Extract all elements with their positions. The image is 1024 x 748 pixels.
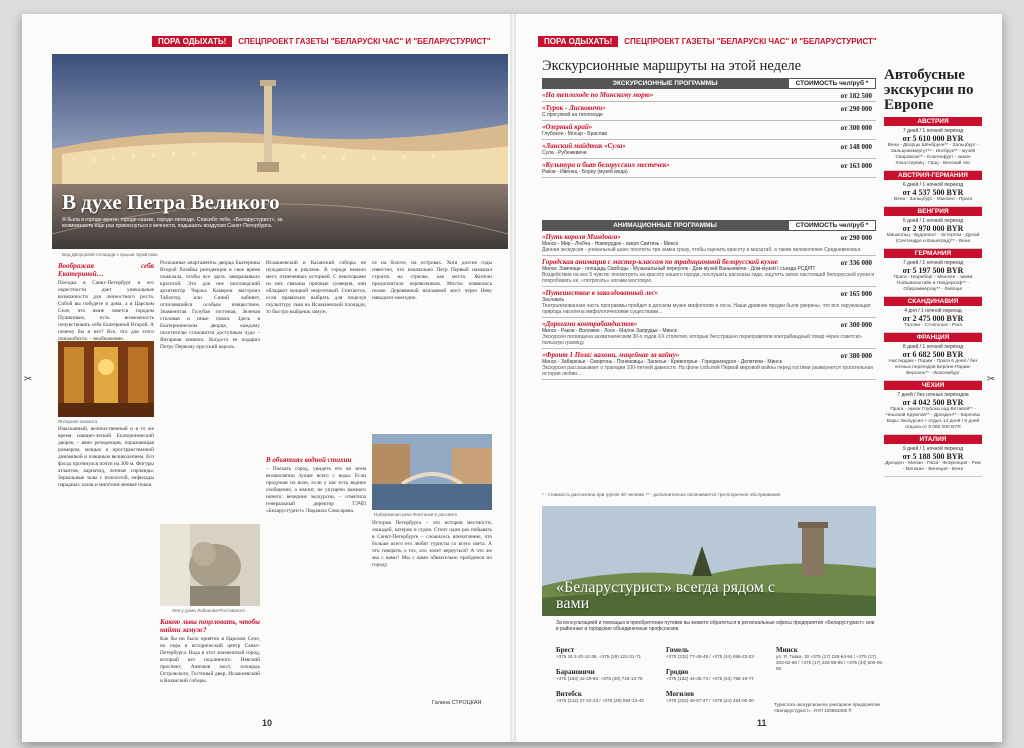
excursion-route: Сула - Рубежевичи	[542, 150, 587, 156]
animation-name: «Путешествие в заколдованный лес»	[542, 289, 659, 297]
animation-description: Экскурсия посвящена захватническим 30-х годов XX столетия, которые бесстрашно переправляли контрабандный товар через советско-польскую границу.	[542, 334, 863, 346]
tour-route: Прага - Нюрнберг - Мюнхен - замки Нойшванштайн и Линдерхоф** - Обераммергау** - Лейпциг	[893, 275, 973, 292]
tour-price: от 4 042 500 BYR	[902, 398, 964, 407]
office-phones: +375 16 2-20-12-38, +375 (29) 222-31-71	[556, 654, 642, 659]
animation-price: от 336 000	[840, 259, 872, 267]
animation-route: Заславль	[542, 297, 565, 303]
country-block	[884, 216, 982, 249]
animation-row	[542, 349, 876, 380]
office-contact	[556, 668, 666, 682]
article-column-2: Роскошные апартаменты дворца Екатерины Второй Хозяйка резиденции в свое время пожелала, чтобы все здесь завораживало красотой. Это для нее шотландский архитектор Чарльз Камерон выстроил Таблетку, или Синий кабинет, отличавшийся особым изяществом. Знаменитая Голубая гостиная, Зеленая столовая и иные покои. Здесь в Екатерининском дворце, каждому посетителю становится доступным чудо – Янтарная комната. Когда-то ее подарил Петру Первому прусский король.	[160, 260, 260, 350]
animation-description: Воздействие на все 5 чувств: посмотреть на красоту нашего города, послушать рассказы гида, ощутить запах настоящей белорусской кухни и попробовать ее, «потрогать» ногами мостовую.	[542, 272, 875, 284]
tour-route: Таллин - Стокгольм - Рига	[903, 323, 963, 328]
office-contact	[666, 690, 776, 704]
animation-price: от 300 000	[840, 321, 872, 329]
tour-price: от 5 610 000 BYR	[902, 134, 964, 143]
tour-duration: 5 дней / 1 ночной переезд	[902, 218, 964, 224]
header-title: СПЕЦПРОЕКТ ГАЗЕТЫ "БЕЛАРУСКІ ЧАС" И "БЕЛАРУСТУРИСТ"	[624, 36, 877, 46]
excursion-name: «Культура и быт белорусских местечек»	[542, 161, 670, 169]
office-phones: +375 (152) 44-35-73 / +375 (44) 768-19-77	[666, 676, 754, 681]
article-column-1	[58, 260, 154, 340]
excursions-rows	[542, 89, 876, 178]
office-phones: +375 (212) 27-22-23 / +375 (29) 594-13-42	[556, 698, 644, 703]
page-number-right: 11	[757, 718, 767, 728]
tour-price: от 5 197 500 BYR	[902, 266, 964, 275]
excursion-price: от 163 000	[840, 162, 872, 170]
country-block	[884, 306, 982, 333]
right-page	[512, 14, 1002, 742]
animation-price: от 290 000	[840, 234, 872, 242]
office-contact	[666, 668, 776, 682]
operator-info: Туристско-экскурсионное унитарное предприятие «Беларустурист». УНП 100863405 ®	[774, 702, 881, 713]
animation-description: Данная экскурсия - уникальный шанс посетить три замка сразу, чтобы оценить красоту и масштаб, а также великолепие Средневековья.	[542, 247, 862, 253]
price-footnote: * - стоимость рассчитана при группе 40 человек ** - дополнительно оплачивается три-вторичное обслуживание	[542, 492, 781, 497]
excursion-route: Глубокое - Мосар - Браслав	[542, 131, 607, 137]
newspaper-spread	[22, 14, 1002, 742]
tour-duration: 8 дней / 1 ночной переезд	[902, 344, 964, 350]
excursions-table-header	[542, 78, 876, 89]
animation-row	[542, 231, 876, 256]
office-city: Брест	[556, 646, 575, 654]
cost-header-label: СТОИМОСТЬ чел/руб *	[788, 78, 876, 89]
tour-route: Мишкольц - Будапешт - Эстергом - Дунай (Сентендре и Вишеград)** - Вена	[886, 233, 980, 244]
excursions-table	[542, 78, 876, 178]
photo-caption-hall: Янтарная комната	[58, 419, 98, 424]
tour-price: от 5 188 500 BYR	[902, 452, 964, 461]
office-contact	[776, 646, 886, 672]
animations-table	[542, 220, 876, 380]
office-contact	[556, 690, 666, 704]
canal-illustration	[372, 434, 492, 510]
excursion-row	[542, 102, 876, 121]
palace-hall-photo	[58, 341, 154, 417]
excursion-row	[542, 89, 876, 102]
article-column-4b: История Петербурга – это история местности, лошадей, катеров и судов. Стоит один раз побывать в Санкт-Петербурге – сложилось впечатление, что больше всего его любят туристы со всего света. А что говорить о тех, кто хочет вернуться? А что же мы с вами? Мы с вами обязательно пройдемся по городу.	[372, 520, 492, 568]
countries-list	[884, 117, 982, 477]
animation-route: Минск - Раков - Воложин - Лоск - Малое Запрудье - Минск	[542, 328, 677, 334]
canal-photo	[372, 434, 492, 510]
article-column-4: се на болоте, на островах. Хотя долгие годы известно, что изначально Петр Первый назначал строить на стрелке, как место. Жители предпочитали перевозчиков. Мосты появились позже. Деревянный наплавной мост через Неву наводили ежегодно.	[372, 260, 492, 301]
tour-duration: 7 дней / 1 ночной переезд	[902, 260, 964, 266]
country-bar: ИТАЛИЯ	[884, 435, 982, 444]
animation-route: Минск - Мир - Любча - Новогрудок - озеро Свитязь - Минск	[542, 241, 679, 247]
excursion-price: от 290 000	[840, 105, 872, 113]
tour-route: Вена - Зальцбург - Мюнхен - Прага	[894, 197, 972, 202]
cost-header-label-2: СТОИМОСТЬ чел/руб *	[788, 220, 876, 231]
excursion-name: «Турок - Лисковичи»	[542, 104, 606, 112]
country-block	[884, 126, 982, 171]
photo-caption-main: Вид Дворцовой площади с крыши Эрмитажа	[62, 252, 158, 257]
country-block	[884, 180, 982, 207]
country-block	[884, 258, 982, 297]
palace-hall-illustration	[58, 341, 154, 417]
excursion-price: от 148 000	[840, 143, 872, 151]
country-bar: ЧЕХИЯ	[884, 381, 982, 390]
excursion-route: С прогулкой на теплоходе	[542, 112, 603, 118]
office-city: Минск	[776, 646, 798, 654]
side-title: Автобусные экскурсии по Европе	[884, 67, 974, 113]
tour-route: Амстердам - Париж - Прага 6 дней / без ночных переездов Берлин-Париж-Версаль** - Люксембург	[888, 359, 978, 376]
banner-text: За консультацией и помощью в приобретении путевки вы можете обратиться в региональные офисы предприятия «Беларустурист» или в районные и городские объединенные профсоюзов.	[556, 620, 875, 632]
excursion-route: Раков - Ивенец - Бороу (музей меда)	[542, 169, 628, 175]
office-city: Гомель	[666, 646, 689, 654]
article-headline: В духе Петра Великого	[62, 190, 280, 214]
subheading-1: Воображая себя Екатериной…	[58, 262, 154, 278]
excursion-price: от 182 500	[840, 92, 872, 100]
office-contact	[556, 646, 666, 660]
tour-route: Вена - Дворцы Шёнбрунн** - Зальцбург - Зальцкаммергут** - Инсбрук** - музей Сваровски** - Клагенфурт - замок Хохостервиц - Грац - Венский лес	[887, 143, 979, 166]
column-1-text: Поездка в Санкт-Петербург и его окрестности дает уникальные возможности для личностного роста. Собой вы побудете и дома, а в Царском Селе, что ныне зовется городом Пушкиным, есть возможность почувствовать себя Екатериной Второй. А почему бы и нет? Все, что для этого понадобится, – воображение.	[58, 280, 154, 340]
column-2b-text: Как бы ни было приятно в Царском Селе, но пора в исторический центр Санкт-Петербурга. Вода в этот знаменитый город, который нет подлинного. Невский проспект, Аничков мост, площадь Островского, Гостиный двор, Исаакиевский и Казанский соборы.	[160, 636, 260, 684]
animation-price: от 380 000	[840, 352, 872, 360]
tour-price: от 6 682 500 BYR	[902, 350, 964, 359]
excursion-row	[542, 121, 876, 140]
office-phones: +375 (222) 40-87-47 / +375 (44) 494-00-20	[666, 698, 754, 703]
excursion-row	[542, 159, 876, 178]
header-tag: ПОРА ОДЫХАТЬ!	[538, 36, 618, 47]
country-bar: ФРАНЦИЯ	[884, 333, 982, 342]
scissors-icon: ✂	[24, 374, 33, 385]
animations-table-header	[542, 220, 876, 231]
office-phones: ул. Я. Тавка, 30 +375 (17) 226-94-94 / +375 (17) 203-62-66 / +375 (17) 226-98-85 / +375 (44) 500-06-55	[776, 654, 884, 671]
article-column-1b: Изысканный, величественный и в то же время изящно-легкий Екатерининский дворец – явно резиденция, поражающая размером, мощью и пространственной динамикой и изящным великолепием. Его фасад протянулся почти на 300 м. Фигуры атлантов, кариатид, лепные гирлянды. Зеркальные залы с позолотой, анфилады парадных залов и многочисленные покои.	[58, 426, 154, 488]
office-city: Могилев	[666, 690, 695, 698]
schedule-title: Экскурсионные маршруты на этой неделе	[542, 58, 802, 74]
animation-route: Минск - Заберезье - Сморгонь - Понизовцы - Залесье - Кревогорье - Гореднизодско - Делятичи - Минск	[542, 359, 782, 365]
photo-caption-canal: Набережная реки Фонтанки в рассвете	[374, 512, 458, 517]
animation-description: Театрализованная часть программы пройдет в детском музее мифологии и леса. Наши древние предки были уверены, что все окружающая природа населена мифологическими существами...	[542, 303, 871, 315]
tour-duration: 6 дней / 1 ночной переезд	[902, 182, 964, 188]
article-column-3: Исаакиевский и Казанский соборы не нуждаются в рекламе. В городе немало мест, отмеченных историей. С некоторыми из них связаны прочные суеверия, они обладают мощной энергетикой. Считается, если правильно выбрать для поцелуя скульптуру льва на Исаакиевской площади, то быстро выйдешь замуж.	[266, 260, 366, 315]
subheading-3: В объятиях водной стихии	[266, 456, 352, 464]
country-block	[884, 342, 982, 381]
animation-name: «Путь короля Миндовга»	[542, 233, 621, 241]
country-block	[884, 390, 982, 435]
office-phones: +375 (163) 42-29-50, +375 (29) 718-13-76	[556, 676, 643, 681]
animation-row	[542, 318, 876, 349]
tour-duration: 7 дней / 1 ночной переезд	[902, 128, 964, 134]
animation-row	[542, 256, 876, 287]
country-bar: ВЕНГРИЯ	[884, 207, 982, 216]
photo-caption-lion: Лев у дома Лобанова-Ростовского	[172, 608, 246, 613]
country-bar: СКАНДИНАВИЯ	[884, 297, 982, 306]
office-city: Гродно	[666, 668, 689, 676]
tour-duration: 9 дней / 1 ночной переезд	[902, 446, 964, 452]
office-city: Витебск	[556, 690, 582, 698]
excursions-header-label: ЭКСКУРСИОННЫЕ ПРОГРАММЫ	[542, 78, 788, 89]
excursion-name: «Ланский майдтик «Сула»	[542, 142, 626, 150]
tour-route: Дрезден - Милан - Пиза - Флоренция - Рим - Ватикан - Венеция - Вена	[885, 461, 981, 472]
article-lead: Я была в городе-мечте, городе-сказке, городе-легенде. Спасибо тебе, «Беларустурист», за возможность еще раз прикоснуться к вечности, подышать воздухом Санкт-Петербурга.	[62, 217, 283, 230]
excursion-name: «Озерный край»	[542, 123, 593, 131]
animations-header-label: АНИМАЦИОННЫЕ ПРОГРАММЫ	[542, 220, 788, 231]
country-bar: АВСТРИЯ	[884, 117, 982, 126]
article-column-3b	[266, 454, 366, 712]
country-bar: АВСТРИЯ-ГЕРМАНИЯ	[884, 171, 982, 180]
animation-name: «Фронт 1 Поза: кахони, мацейнае за вайну»	[542, 351, 680, 359]
animation-description: Экскурсия рассказывает о трагедии 100-летней давности. На фоне событий Первой мировой войны перед гостями развернется трогательная история любви...	[542, 365, 873, 377]
banner-title: «Беларустурист» всегда рядом с вами	[556, 579, 775, 612]
animation-price: от 165 000	[840, 290, 872, 298]
tour-price: от 2 970 000 BYR	[902, 224, 964, 233]
subheading-2: Какою львы поцеловать, чтобы найти замуж?	[160, 618, 260, 634]
left-page-header	[152, 34, 492, 48]
animations-rows	[542, 231, 876, 380]
lion-sculpture-photo	[160, 524, 260, 606]
tour-duration: 4 дня / 1 ночной переезд	[904, 308, 962, 314]
header-tag: ПОРА ОДЫХАТЬ!	[152, 36, 232, 47]
scissors-icon-right: ✂	[987, 374, 996, 385]
tour-duration: 7 дней / без ночных переездов	[897, 392, 969, 398]
page-number-left: 10	[262, 718, 273, 728]
tour-price: от 4 537 500 BYR	[902, 188, 964, 197]
column-3b-text: – Поехать город, увидеть его во всем великолепии лучше всего с воды. Если продуман по воле, если у нас есть водное сообщение, а значит, не упущено важного ничего: вечерние экскурсии, – отметила генеральный директор ТЭЧП «Беларустурист» Людмила Слюсарева.	[266, 466, 366, 514]
tour-route: Прага - замок Глубока над Влтавой** - Чешский Крумлов** - Дрезден** - Карловы Вары Экскурсия + отдых 14 дней / 8 дней отдыха от 8 085 000 BYR	[885, 407, 981, 430]
office-city: Барановичи	[556, 668, 595, 676]
left-page	[22, 14, 512, 742]
excursion-price: от 300 000	[840, 124, 872, 132]
animation-name: «Дорогами контрабандистов»	[542, 320, 638, 328]
header-title: СПЕЦПРОЕКТ ГАЗЕТЫ "БЕЛАРУСКІ ЧАС" И "БЕЛАРУСТУРИСТ"	[238, 36, 491, 46]
article-column-2b	[160, 616, 260, 712]
tour-price: от 2 475 000 BYR	[902, 314, 964, 323]
country-block	[884, 444, 982, 477]
animation-row	[542, 287, 876, 318]
article-author: Галина СТРОЦКАЯ	[432, 700, 482, 706]
europe-bus-tours	[884, 68, 982, 477]
excursion-name: «На теплоходе по Минскому морю»	[542, 91, 654, 99]
right-page-header	[538, 34, 888, 48]
animation-route: Минск: Замчище - площадь Свободы - Музыкальный переулок - Дом-музей Ванькевича - Дом-музей I съезда РСДРП	[542, 266, 815, 272]
lion-sculpture-illustration	[160, 524, 260, 606]
office-contact	[666, 646, 776, 660]
office-phones: +375 (232) 77-49-49 / +375 (44) 656-23-03	[666, 654, 754, 659]
country-bar: ГЕРМАНИЯ	[884, 249, 982, 258]
excursion-row	[542, 140, 876, 159]
animation-name: Городская анимация с мастер-классом по традиционной белорусской кухне	[542, 258, 778, 266]
